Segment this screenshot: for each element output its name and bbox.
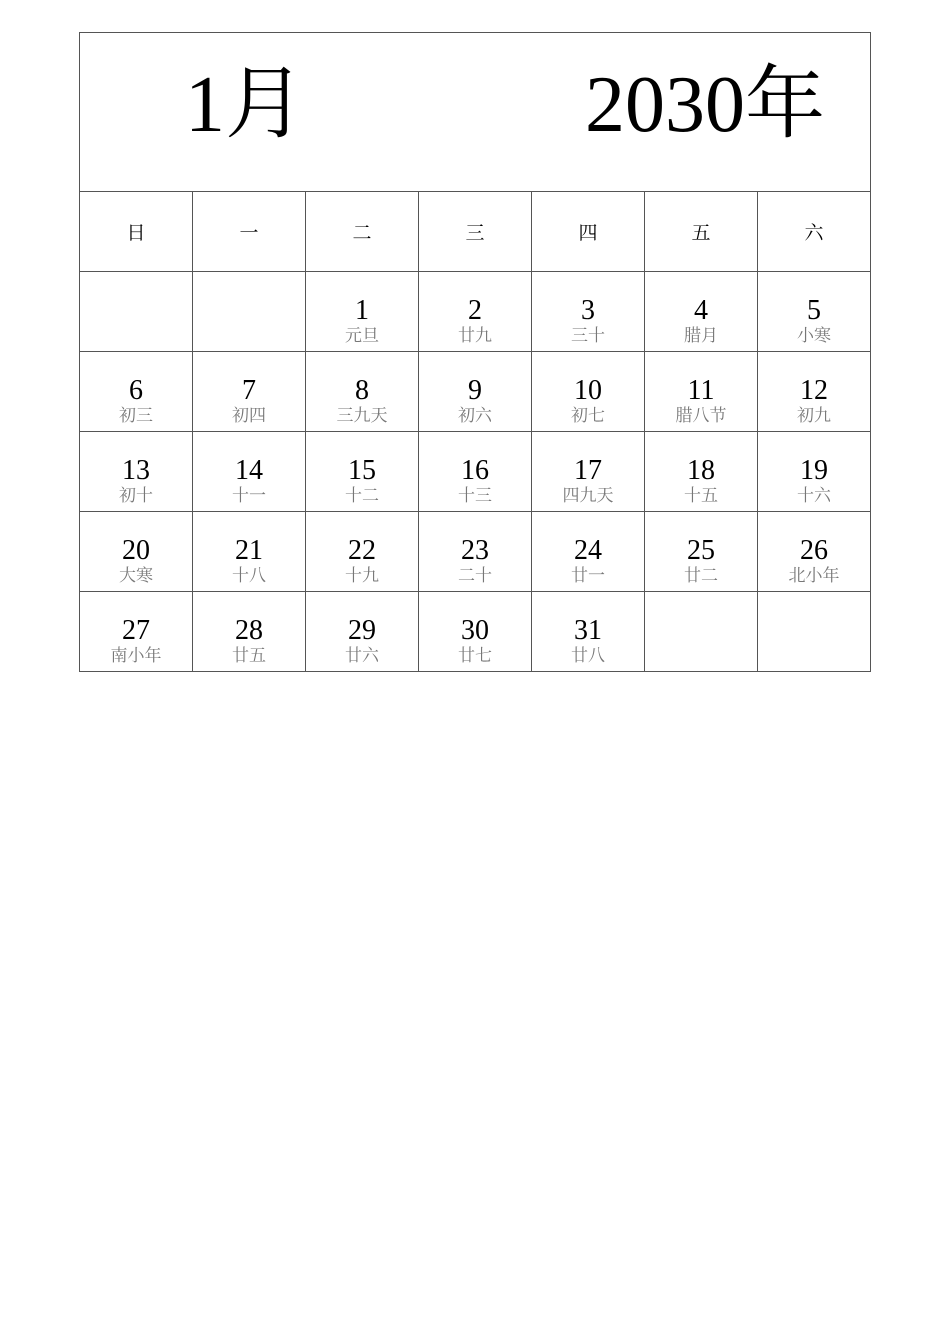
day-cell bbox=[306, 592, 419, 672]
day-cell bbox=[193, 592, 306, 672]
day-cell bbox=[306, 512, 419, 592]
day-cell bbox=[193, 272, 306, 352]
day-cell bbox=[758, 432, 871, 512]
day-number: 24 bbox=[574, 535, 602, 566]
lunar-label: 二十 bbox=[458, 566, 492, 586]
day-number: 29 bbox=[348, 615, 376, 646]
lunar-label: 小寒 bbox=[797, 326, 831, 346]
day-cell bbox=[758, 592, 871, 672]
day-cell bbox=[80, 512, 193, 592]
lunar-label: 廿二 bbox=[684, 566, 718, 586]
day-number: 19 bbox=[800, 455, 828, 486]
day-cell bbox=[645, 592, 758, 672]
lunar-label: 十三 bbox=[458, 486, 492, 506]
day-number: 11 bbox=[687, 375, 715, 406]
lunar-label: 廿一 bbox=[571, 566, 605, 586]
day-cell bbox=[193, 512, 306, 592]
day-number: 16 bbox=[461, 455, 489, 486]
week-row bbox=[80, 432, 871, 512]
day-cell bbox=[419, 272, 532, 352]
day-cell bbox=[645, 352, 758, 432]
year-title: 2030年 bbox=[585, 61, 825, 149]
weekday-fri: 五 bbox=[645, 192, 758, 272]
lunar-label: 初十 bbox=[119, 486, 153, 506]
weekday-tue: 二 bbox=[306, 192, 419, 272]
day-number: 21 bbox=[235, 535, 263, 566]
lunar-label: 十二 bbox=[345, 486, 379, 506]
day-number: 18 bbox=[687, 455, 715, 486]
day-number: 4 bbox=[694, 295, 708, 326]
lunar-label: 十八 bbox=[232, 566, 266, 586]
day-cell bbox=[80, 592, 193, 672]
day-number: 5 bbox=[807, 295, 821, 326]
day-number: 6 bbox=[129, 375, 143, 406]
day-cell bbox=[758, 512, 871, 592]
day-number: 2 bbox=[468, 295, 482, 326]
day-number: 13 bbox=[122, 455, 150, 486]
day-cell bbox=[419, 512, 532, 592]
week-row bbox=[80, 512, 871, 592]
lunar-label: 腊八节 bbox=[675, 406, 727, 426]
day-number: 17 bbox=[574, 455, 602, 486]
day-cell bbox=[306, 432, 419, 512]
lunar-label: 廿九 bbox=[458, 326, 492, 346]
title-cell bbox=[80, 33, 871, 192]
week-row bbox=[80, 352, 871, 432]
day-number: 3 bbox=[581, 295, 595, 326]
lunar-label: 三九天 bbox=[336, 406, 388, 426]
weekday-sat: 六 bbox=[758, 192, 871, 272]
lunar-label: 初三 bbox=[119, 406, 153, 426]
calendar-table bbox=[79, 32, 871, 672]
day-cell bbox=[532, 512, 645, 592]
day-cell bbox=[532, 592, 645, 672]
day-cell bbox=[645, 512, 758, 592]
day-cell bbox=[419, 432, 532, 512]
day-cell bbox=[532, 352, 645, 432]
lunar-label: 初七 bbox=[571, 406, 605, 426]
day-number: 14 bbox=[235, 455, 263, 486]
weekday-wed: 三 bbox=[419, 192, 532, 272]
day-number: 15 bbox=[348, 455, 376, 486]
lunar-label: 元旦 bbox=[345, 326, 379, 346]
lunar-label: 十五 bbox=[684, 486, 718, 506]
lunar-label: 初四 bbox=[232, 406, 266, 426]
lunar-label: 廿五 bbox=[232, 646, 266, 666]
day-number: 20 bbox=[122, 535, 150, 566]
weekday-mon: 一 bbox=[193, 192, 306, 272]
day-cell bbox=[193, 432, 306, 512]
day-number: 10 bbox=[574, 375, 602, 406]
day-cell bbox=[80, 352, 193, 432]
lunar-label: 初九 bbox=[797, 406, 831, 426]
day-number: 22 bbox=[348, 535, 376, 566]
lunar-label: 十六 bbox=[797, 486, 831, 506]
day-cell bbox=[645, 432, 758, 512]
week-row bbox=[80, 592, 871, 672]
day-number: 8 bbox=[355, 375, 369, 406]
day-number: 12 bbox=[800, 375, 828, 406]
title-row bbox=[80, 33, 871, 192]
day-number: 9 bbox=[468, 375, 482, 406]
day-cell bbox=[80, 272, 193, 352]
day-number: 25 bbox=[687, 535, 715, 566]
day-number: 27 bbox=[122, 615, 150, 646]
day-number: 28 bbox=[235, 615, 263, 646]
lunar-label: 腊月 bbox=[684, 326, 718, 346]
weekday-thu: 四 bbox=[532, 192, 645, 272]
day-cell bbox=[80, 432, 193, 512]
day-cell bbox=[306, 272, 419, 352]
lunar-label: 北小年 bbox=[788, 566, 840, 586]
lunar-label: 十一 bbox=[232, 486, 266, 506]
day-cell bbox=[532, 272, 645, 352]
month-title: 1月 bbox=[185, 61, 305, 149]
day-number: 30 bbox=[461, 615, 489, 646]
weekday-sun: 日 bbox=[80, 192, 193, 272]
day-cell bbox=[419, 352, 532, 432]
lunar-label: 南小年 bbox=[110, 646, 162, 666]
day-number: 7 bbox=[242, 375, 256, 406]
weekday-header-row bbox=[80, 192, 871, 272]
day-number: 31 bbox=[574, 615, 602, 646]
day-number: 23 bbox=[461, 535, 489, 566]
day-cell bbox=[645, 272, 758, 352]
day-cell bbox=[532, 432, 645, 512]
day-cell bbox=[193, 352, 306, 432]
lunar-label: 三十 bbox=[571, 326, 605, 346]
lunar-label: 大寒 bbox=[119, 566, 153, 586]
lunar-label: 廿六 bbox=[345, 646, 379, 666]
lunar-label: 初六 bbox=[458, 406, 492, 426]
lunar-label: 十九 bbox=[345, 566, 379, 586]
day-number: 1 bbox=[355, 295, 369, 326]
day-cell bbox=[758, 272, 871, 352]
lunar-label: 廿八 bbox=[571, 646, 605, 666]
day-cell bbox=[419, 592, 532, 672]
lunar-label: 廿七 bbox=[458, 646, 492, 666]
day-number: 26 bbox=[800, 535, 828, 566]
day-cell bbox=[758, 352, 871, 432]
day-cell bbox=[306, 352, 419, 432]
week-row bbox=[80, 272, 871, 352]
lunar-label: 四九天 bbox=[562, 486, 614, 506]
